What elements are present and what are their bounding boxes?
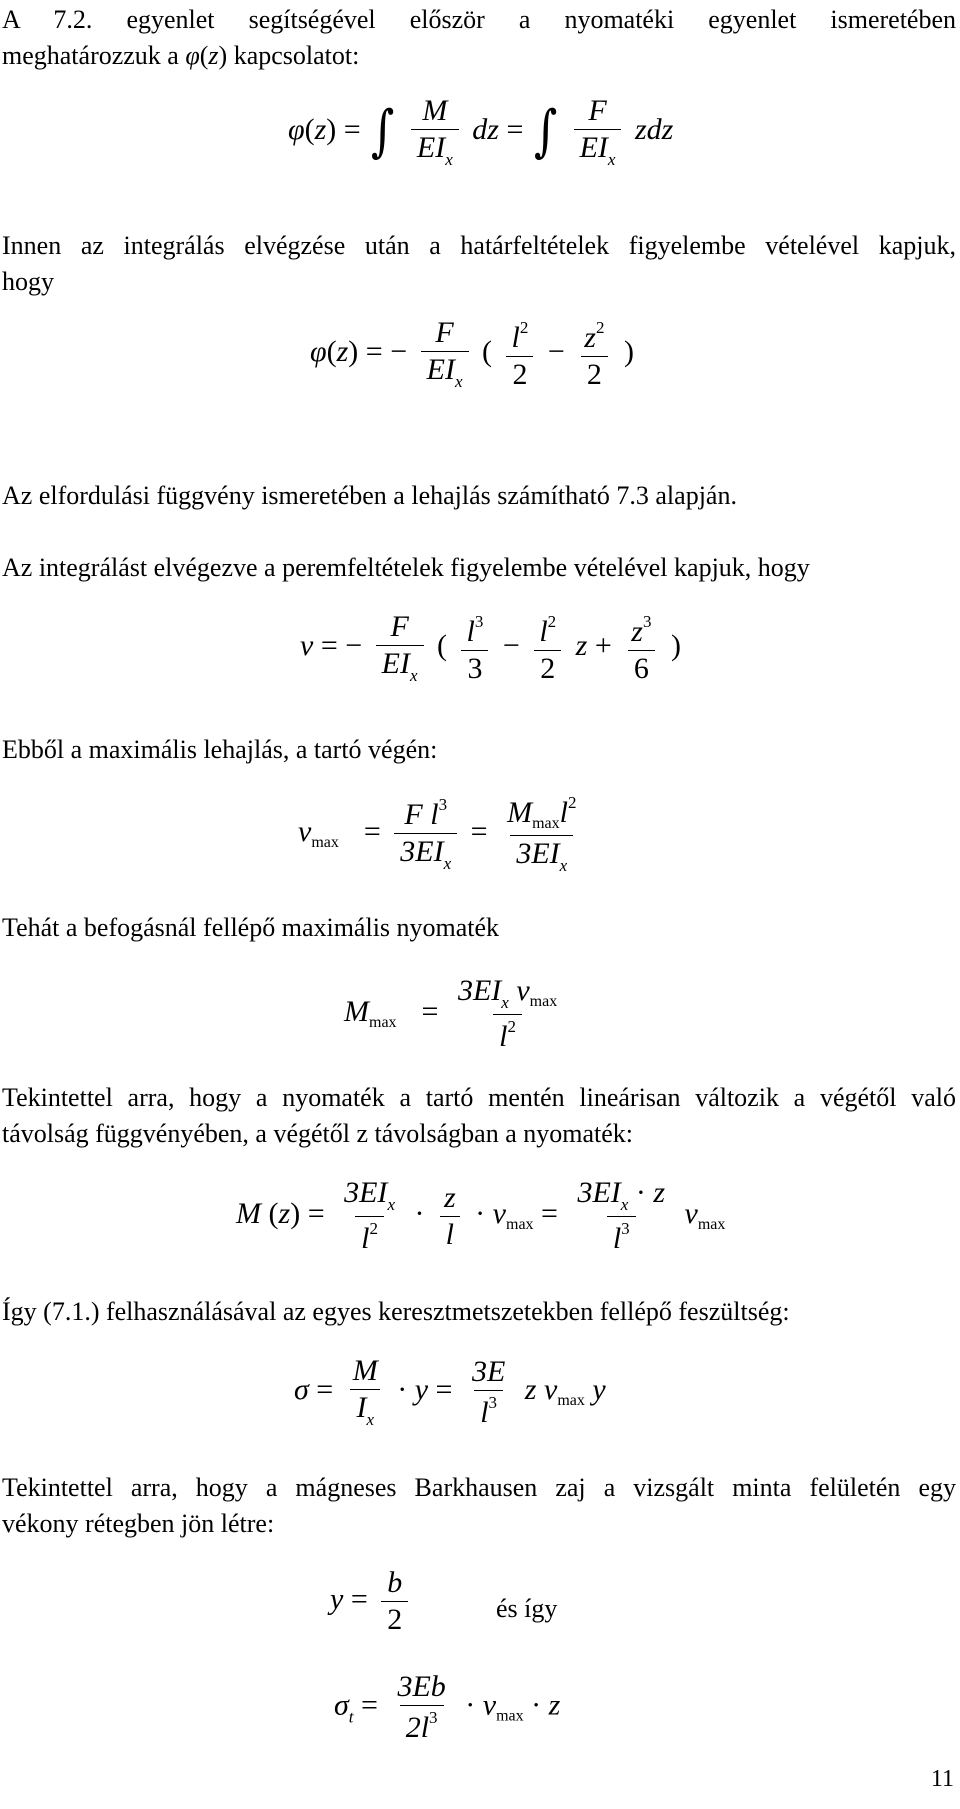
subscript-max: max — [697, 1215, 726, 1233]
paren: ( — [199, 41, 209, 70]
paren: ( — [268, 1196, 279, 1230]
exponent: 2 — [369, 1219, 378, 1238]
variable-z: z — [653, 1176, 666, 1209]
variable-y: y — [330, 1582, 344, 1616]
variable-z: z — [524, 1372, 537, 1406]
denominator — [350, 1389, 380, 1428]
fraction-F-over-EIx — [376, 612, 424, 684]
paren: ( — [304, 112, 315, 146]
dot-operator: · — [475, 1196, 486, 1230]
equals-sign: = — [350, 1582, 368, 1616]
exponent: 3 — [429, 1708, 438, 1727]
denominator — [394, 833, 457, 872]
exponent: 2 — [507, 1017, 517, 1036]
equation-max-moment — [344, 976, 569, 1052]
subscript-x: x — [620, 1195, 629, 1214]
paragraph-1-line-2 — [2, 38, 956, 74]
fraction-l3-over-3 — [461, 613, 490, 684]
exponent: 3 — [474, 611, 484, 631]
paren: ) — [326, 112, 337, 146]
numerator: F — [588, 94, 607, 127]
dot-operator: · — [414, 1196, 425, 1230]
text-fragment: kapcsolatot: — [227, 41, 360, 70]
minus-sign: − — [390, 334, 408, 368]
paragraph-2 — [2, 228, 956, 300]
exponent: 2 — [595, 317, 605, 337]
subscript-x: x — [501, 993, 509, 1012]
integral-sign: ∫ — [533, 99, 558, 164]
paren: ) — [348, 334, 359, 368]
equation-phi-integral — [288, 96, 673, 168]
paragraph-3: Az elfordulási függvény ismeretében a lehajlás számítható 7.3 alapján. — [2, 481, 737, 510]
exponent: 3 — [438, 795, 448, 814]
equals-sign: = — [320, 628, 338, 662]
subscript-x: x — [366, 1410, 374, 1429]
denominator — [493, 1014, 522, 1052]
paren: ( — [437, 628, 448, 662]
variable-z: z — [208, 41, 219, 70]
paragraph-2-line-2: hogy — [2, 267, 54, 296]
equation-y-half-b — [330, 1568, 414, 1635]
paragraph-7-line-2: távolság függvényében, a végétől z távolságban a nyomaték: — [2, 1119, 634, 1148]
denominator — [510, 835, 573, 874]
variable-l: l — [480, 1395, 489, 1429]
subscript-x: x — [410, 666, 418, 685]
fraction-z-over-l — [438, 1180, 462, 1251]
equals-sign: = — [365, 334, 383, 368]
equals-sign: = — [361, 1688, 378, 1722]
variable-l: l — [361, 1222, 370, 1255]
subscript-x: x — [387, 1195, 395, 1214]
EI: EI — [426, 353, 455, 386]
variable-z: z — [584, 320, 596, 354]
variable-M: M — [507, 796, 533, 829]
subscript-max: max — [369, 1013, 397, 1031]
equation-max-deflection — [298, 794, 588, 874]
numerator: 3Eb — [397, 1670, 446, 1703]
equation-stress — [294, 1356, 606, 1428]
equals-sign: = — [541, 1196, 558, 1230]
exponent: 3 — [488, 1392, 498, 1412]
fraction-l2-over-2 — [533, 613, 562, 684]
variable-l: l — [539, 614, 548, 648]
numerator — [578, 319, 610, 356]
variable-z: z — [548, 1688, 561, 1722]
variable-F: F — [404, 798, 423, 831]
subscript-max: max — [529, 993, 558, 1010]
numerator: F — [390, 610, 409, 643]
variable-v: v — [516, 974, 530, 1007]
dot-operator: · — [531, 1688, 542, 1722]
numerator: M — [422, 94, 448, 127]
sigma-symbol: σ — [334, 1688, 349, 1722]
fraction-3E-over-l3 — [466, 1354, 511, 1429]
denominator — [411, 129, 459, 168]
equation-moment-z — [236, 1178, 725, 1254]
variable-z: z — [575, 628, 588, 662]
paragraph-4: Az integrálást elvégezve a peremfeltételek figyelembe vételével kapjuk, hogy — [2, 553, 810, 582]
page-number: 11 — [930, 1766, 954, 1792]
dot-operator: · — [635, 1176, 646, 1209]
numerator — [506, 319, 535, 356]
paren: ( — [326, 334, 337, 368]
phi-symbol: φ — [288, 112, 305, 146]
paragraph-2-line-1: Innen az integrálás elvégzése után a határfeltételek figyelembe vételével kapjuk, — [2, 231, 956, 260]
variable-v: v — [300, 628, 314, 662]
numerator — [625, 613, 657, 650]
numerator: F — [435, 316, 454, 349]
variable-z: z — [314, 112, 327, 146]
equals-sign: = — [363, 814, 381, 848]
variable-l: l — [511, 320, 520, 354]
equation-phi-result — [310, 318, 634, 390]
paren: ) — [218, 41, 228, 70]
paragraph-8: Így (7.1.) felhasználásával az egyes keresztmetszetekben fellépő feszültség: — [2, 1297, 790, 1326]
variable-v: v — [492, 1196, 506, 1230]
fraction-3EIxvmax-over-l2 — [452, 976, 563, 1052]
denominator — [400, 1705, 444, 1743]
fraction-3EIxz-over-l3 — [571, 1178, 671, 1254]
paragraph-9-line-2: vékony rétegben jön létre: — [2, 1509, 275, 1538]
equals-sign: = — [307, 1196, 325, 1230]
subscript-t: t — [348, 1707, 354, 1727]
variable-y: y — [414, 1372, 429, 1406]
exponent: 3 — [621, 1219, 630, 1238]
fraction-3Eb-over-2l3 — [391, 1672, 451, 1743]
denominator — [607, 1216, 636, 1254]
fraction-b-over-2 — [381, 1568, 408, 1635]
equation-deflection — [300, 612, 681, 684]
paragraph-7-line-1: Tekintettel arra, hogy a nyomaték a tartó mentén lineárisan változik a végétől való — [2, 1083, 956, 1112]
denominator: 2 — [381, 1601, 408, 1635]
fraction-F-over-EIx — [574, 96, 622, 168]
paragraph-1 — [2, 2, 956, 74]
equals-sign: = — [435, 1372, 453, 1406]
equals-sign: = — [506, 112, 524, 146]
3EI: 3EI — [400, 835, 444, 868]
paragraph-7 — [2, 1080, 956, 1152]
minus-sign: − — [547, 334, 565, 368]
variable-z: z — [631, 614, 643, 648]
variable-l: l — [466, 614, 475, 648]
subscript-max: max — [496, 1707, 524, 1725]
paragraph-9-line-1: Tekintettel arra, hogy a mágneses Barkhausen zaj a vizsgált minta felületén egy — [2, 1473, 956, 1502]
numerator — [533, 613, 562, 650]
EI: EI — [416, 131, 446, 164]
denominator: 2 — [534, 650, 561, 684]
numerator: z — [443, 1180, 456, 1214]
minus-sign: − — [502, 628, 520, 662]
variable-M: M — [344, 994, 369, 1028]
fraction-z3-over-6 — [625, 613, 657, 684]
paragraph-1-line-1: A 7.2. egyenlet segítségével először a nyomatéki egyenlet ismeretében — [2, 5, 956, 34]
differential-zdz: zdz — [634, 112, 674, 146]
fraction-Fl3-over-3EIx — [394, 796, 457, 872]
es-igy-text: és így — [496, 1594, 558, 1623]
variable-y: y — [592, 1372, 606, 1406]
subscript-x: x — [443, 854, 452, 873]
3EI: 3EI — [516, 837, 560, 870]
variable-v: v — [684, 1196, 698, 1230]
subscript-x: x — [607, 150, 616, 169]
exponent: 2 — [547, 611, 557, 631]
denominator: 2 — [506, 356, 533, 390]
subscript-x: x — [445, 150, 453, 169]
denominator: 3 — [461, 650, 488, 684]
numerator — [452, 976, 563, 1014]
paragraph-9 — [2, 1470, 956, 1542]
plus-sign: + — [594, 628, 612, 662]
paren: ) — [290, 1196, 301, 1230]
variable-I: I — [356, 1391, 367, 1424]
fraction-M-over-EIx — [411, 96, 459, 168]
subscript-max: max — [311, 833, 339, 851]
3EI: 3EI — [457, 974, 502, 1007]
minus-sign: − — [345, 628, 363, 662]
variable-z: z — [336, 334, 349, 368]
denominator — [474, 1390, 503, 1428]
paren: ( — [482, 334, 493, 368]
paragraph-5: Ebből a maximális lehajlás, a tartó végén: — [2, 735, 438, 764]
denominator: 6 — [628, 650, 655, 684]
numerator — [338, 1178, 401, 1216]
paren: ) — [670, 628, 681, 662]
equals-sign: = — [470, 814, 488, 848]
dot-operator: · — [465, 1688, 476, 1722]
paren: ) — [623, 334, 634, 368]
equals-sign: = — [343, 112, 361, 146]
numerator: 3E — [471, 1354, 506, 1388]
paragraph-6: Tehát a befogásnál fellépő maximális nyomaték — [2, 913, 500, 942]
denominator: 2 — [581, 356, 608, 390]
fraction-Mmaxl2-over-3EIx — [501, 794, 582, 874]
3EI: 3EI — [577, 1176, 621, 1209]
numerator: M — [352, 1354, 378, 1387]
dot-operator: · — [397, 1372, 408, 1406]
fraction-M-over-Ix — [347, 1356, 384, 1428]
fraction-F-over-EIx — [421, 318, 469, 390]
variable-l: l — [430, 798, 439, 831]
exponent: 2 — [567, 793, 577, 812]
denominator: l — [440, 1216, 460, 1250]
numerator — [501, 794, 582, 835]
exponent: 2 — [519, 317, 529, 337]
numerator — [398, 796, 453, 833]
numerator: b — [387, 1566, 403, 1599]
variable-v: v — [543, 1372, 558, 1406]
fraction-l2-over-2 — [506, 319, 535, 390]
variable-M: M — [236, 1196, 261, 1230]
variable-l: l — [612, 1222, 622, 1255]
EI: EI — [381, 647, 410, 680]
variable-l: l — [499, 1020, 508, 1053]
fraction-3EIx-over-l2 — [338, 1178, 401, 1254]
subscript-max: max — [557, 1391, 585, 1409]
differential-dz: dz — [472, 112, 499, 146]
sigma-symbol: σ — [294, 1372, 309, 1406]
variable-v: v — [482, 1688, 497, 1722]
variable-l: l — [559, 796, 568, 829]
phi-symbol: φ — [310, 334, 327, 368]
denominator — [355, 1216, 384, 1254]
equals-sign: = — [421, 994, 439, 1028]
fraction-z2-over-2 — [578, 319, 610, 390]
exponent: 3 — [642, 611, 652, 631]
text-fragment: meghatározzuk a — [2, 41, 186, 70]
EI: EI — [579, 131, 608, 164]
equals-sign: = — [316, 1372, 334, 1406]
subscript-max: max — [506, 1215, 534, 1233]
subscript-x: x — [454, 372, 463, 391]
variable-v: v — [298, 814, 312, 848]
subscript-x: x — [559, 856, 568, 875]
denominator — [574, 129, 622, 168]
numerator — [461, 613, 490, 650]
phi-symbol: φ — [185, 41, 200, 70]
integral-sign: ∫ — [371, 99, 395, 164]
denominator — [376, 645, 424, 684]
equation-stress-t — [334, 1672, 560, 1743]
numerator — [571, 1178, 671, 1216]
variable-z: z — [278, 1196, 291, 1230]
subscript-max: max — [532, 815, 560, 832]
denominator — [421, 351, 469, 390]
2l: 2l — [405, 1711, 430, 1744]
3EI: 3EI — [344, 1176, 388, 1209]
